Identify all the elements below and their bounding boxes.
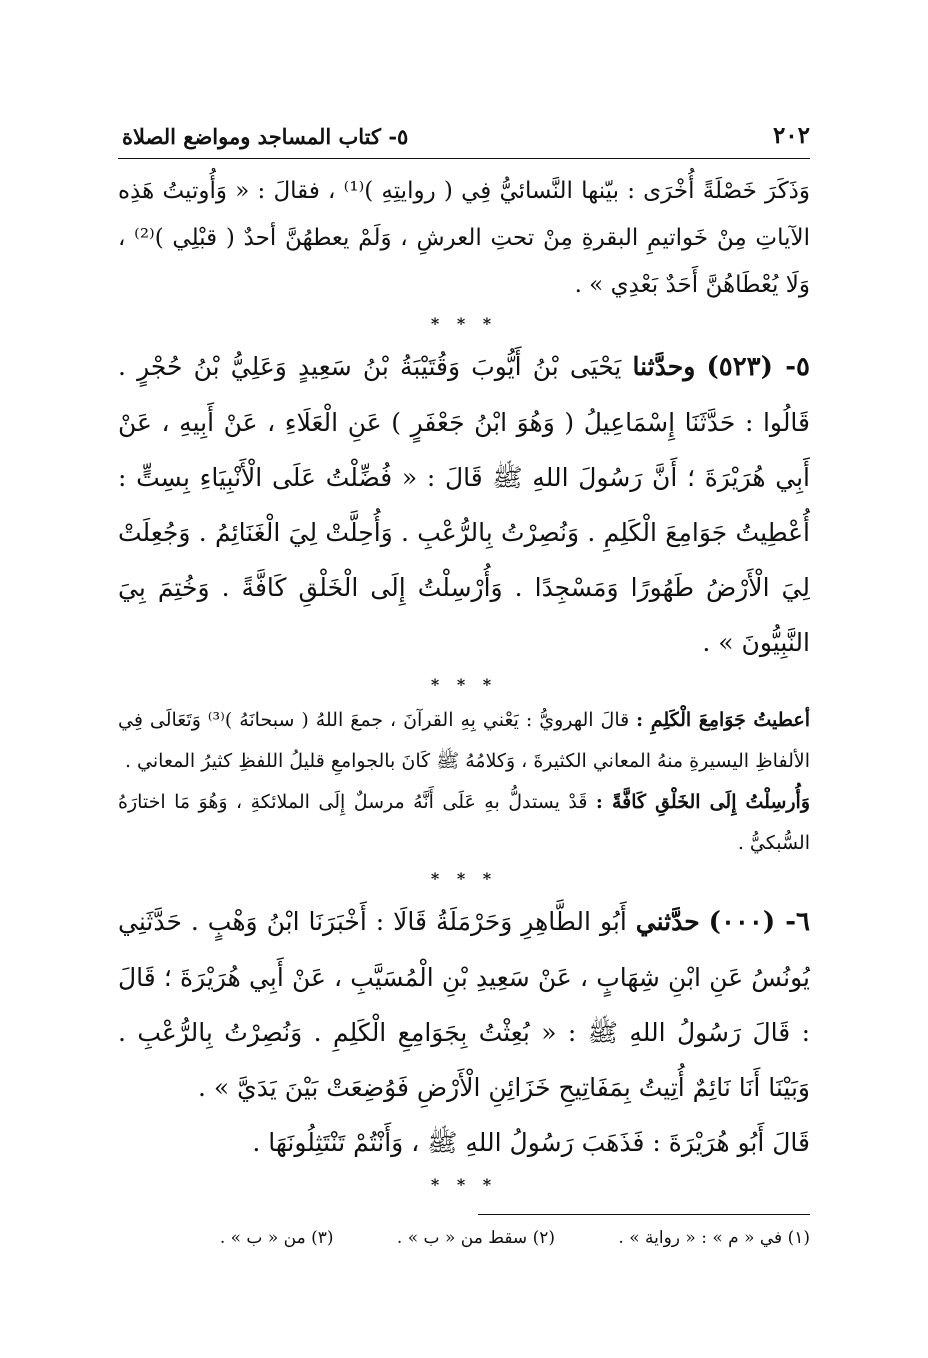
hadith-number: ٦- (٠٠٠) xyxy=(708,907,811,937)
hadith-6 xyxy=(118,894,810,1115)
hadith-text: أَبُو الطَّاهِرِ وَحَرْمَلَةُ قَالَا : أَخْبَرَنَا ابْنُ وَهْبٍ . حَدَّثَنِي يُونُسُ عَنِ ابْنِ شِهَابٍ ، عَنْ سَعِيدِ بْنِ الْمُسَيَّبِ ، عَنْ أَبِي هُرَيْرَةَ ؛ قَالَ : قَالَ رَسُولُ اللهِ ﷺ : « بُعِثْتُ بِجَوَامِعِ الْكَلِمِ . وَنُصِرْتُ بِالرُّعْبِ . وَبَيْنَا أَنَا نَائِمٌ أُتِيتُ بِمَفَاتِيحِ خَزَائِنِ الْأَرْضِ فَوُضِعَتْ بَيْنَ يَدَيَّ » . xyxy=(118,907,810,1102)
hadith-523 xyxy=(118,339,810,670)
commentary-text: قالَ الهرويُّ : يَعْني بِهِ القرآنَ ، جمعَ اللهُ ( سبحانَهُ )⁽³⁾ وَتَعَالَى فِي الألفاظِ اليسيرةِ منهُ المعاني الكثيرةَ ، وَكلامُهُ ﷺ كَانَ بالجوامعِ قليلُ اللفظِ كثيرُ المعاني . xyxy=(118,709,810,772)
hadith-text: يَحْيَى بْنُ أَيُّوبَ وَقُتَيْبَةُ بْنُ سَعِيدٍ وَعَلِيُّ بْنُ حُجْرٍ . قَالُوا : حَدَّثَنَا إِسْمَاعِيلُ ( وَهُوَ ابْنُ جَعْفَرٍ ) عَنِ الْعَلَاءِ ، عَنْ أَبِيهِ ، عَنْ أَبِي هُرَيْرَةَ ؛ أَنَّ رَسُولَ اللهِ ﷺ قَالَ : « فُضِّلْتُ عَلَى الْأَنْبِيَاءِ بِسِتٍّ : أُعْطِيتُ جَوَامِعَ الْكَلِمِ . وَنُصِرْتُ بِالرُّعْبِ . وَأُحِلَّتْ لِيَ الْغَنَائِمُ . وَجُعِلَتْ لِيَ الْأَرْضُ طَهُورًا وَمَسْجِدًا . وَأُرْسِلْتُ إِلَى الْخَلْقِ كَافَّةً . وَخُتِمَ بِيَ النَّبِيُّونَ » . xyxy=(118,352,810,657)
commentary-paragraph xyxy=(118,782,810,864)
commentary-term: أعطيتُ جَوَامِعَ الْكَلِمِ : xyxy=(636,709,810,731)
footnote: (٣) من « ب » . xyxy=(219,1228,334,1248)
intro-paragraph: وَذَكَرَ خَصْلَةً أُخْرَى : بيّنها النَّسائيُّ فِي ( روايتِهِ )⁽¹⁾ ، فقالَ : « وَأُوتيتُ هَذِه الآياتِ مِنْ خَواتيمِ البقرةِ مِنْ تحتِ العرشِ ، وَلَمْ يعطهُنَّ أحدٌ ( قبْلِي )⁽²⁾ ، وَلَا يُعْطَاهُنَّ أَحَدٌ بَعْدِي » . xyxy=(118,178,811,298)
hadith-number: ٥- (٥٢٣) xyxy=(706,352,810,382)
section-divider: * * * xyxy=(430,314,498,333)
hadith-lead: وحدَّثنا xyxy=(632,352,696,381)
section-divider: * * * xyxy=(430,1175,498,1194)
running-title: ٥- كتاب المساجد ومواضع الصلاة xyxy=(122,124,409,149)
section-divider: * * * xyxy=(430,869,498,888)
commentary-paragraph xyxy=(118,700,810,782)
page-body xyxy=(118,168,810,1200)
commentary-term: وَأُرسِلْتُ إِلَى الخَلْقِ كَافَّةً : xyxy=(595,791,810,813)
page-header xyxy=(118,118,810,159)
footnote: (٢) سقط من « ب » . xyxy=(396,1228,555,1248)
footnotes xyxy=(118,1228,810,1248)
commentary-text: قَدْ يستدلُّ بهِ عَلَى أَنَّهُ مرسلٌ إِلَى الملائكةِ ، وَهُوَ مَا اختارَهُ السُّبكيُّ . xyxy=(118,791,810,854)
hadith-lead: حدَّثني xyxy=(635,907,700,936)
section-divider: * * * xyxy=(430,675,498,694)
page-number: ٢٠٢ xyxy=(772,122,810,149)
footnote-rule xyxy=(478,1214,810,1215)
footnote: (١) في « م » : « رواية » . xyxy=(618,1228,810,1248)
hadith-closing: قَالَ أَبُو هُرَيْرَةَ : فَذَهَبَ رَسُولُ اللهِ ﷺ ، وَأَنْتُمْ تَنْتَثِلُونَهَا . xyxy=(252,1128,810,1157)
